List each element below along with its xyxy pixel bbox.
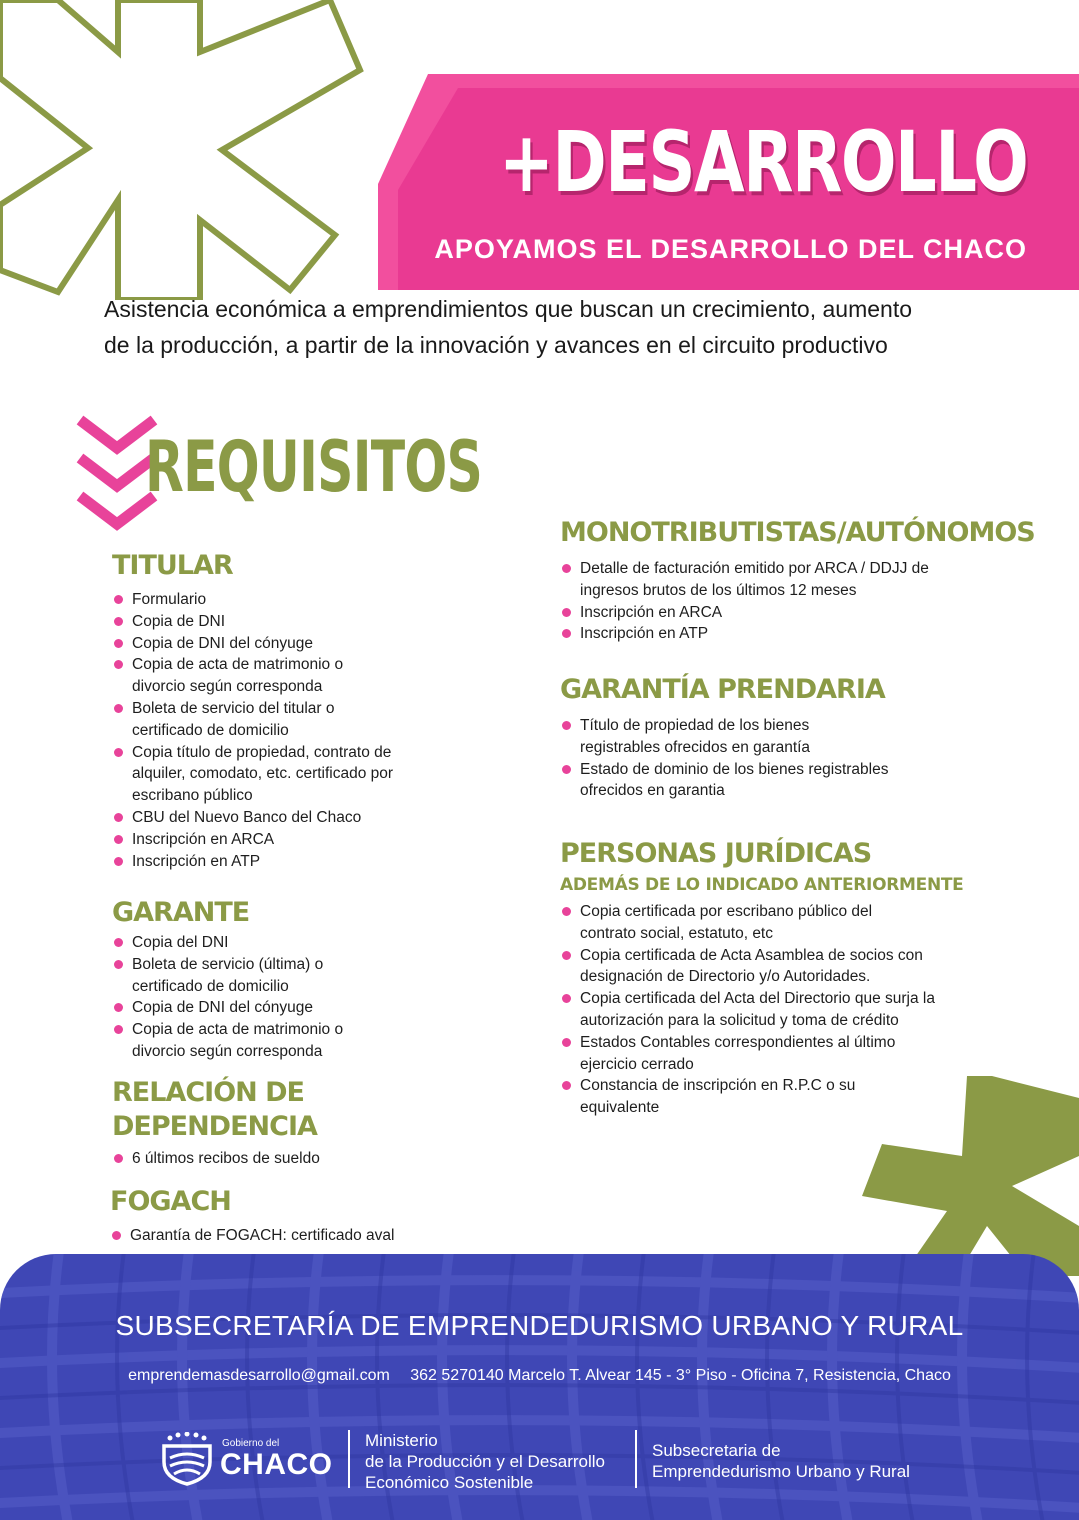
list-item: Copia del DNI [112,932,442,954]
list-item: Formulario [112,589,462,611]
section-garante [112,896,442,1063]
list-item: Inscripción en ATP [560,623,1030,645]
list-item: 6 últimos recibos de sueldo [112,1148,442,1170]
list-item: Boleta de servicio (última) o certificado de domicilio [112,954,372,998]
email-link[interactable]: emprendemasdesarrollo@gmail.com [128,1367,390,1384]
section-title: GARANTÍA PRENDARIA [560,674,885,705]
section-title: TITULAR [112,550,233,581]
section-titular [112,549,462,872]
list-item: Copia de acta de matrimonio o divorcio según corresponda [112,654,397,698]
fogach-list [110,1225,450,1247]
subsecretaria-line: Emprendedurismo Urbano y Rural [652,1462,910,1481]
footer-contact [0,1367,1079,1385]
logo-small-text: Gobierno del [222,1438,280,1449]
garantia-prendaria-list [560,715,980,802]
chaco-emblem-icon [160,1432,214,1486]
section-title: GARANTE [112,897,250,928]
list-item: Copia certificada de Acta Asamblea de socios con designación de Directorio y/o Autoridades. [560,945,960,989]
section-title: PERSONAS JURÍDICAS [560,838,872,869]
garante-list [112,932,442,1063]
list-item: Garantía de FOGACH: certificado aval [110,1225,450,1247]
section-relacion-dependencia [112,1076,442,1170]
list-item: Inscripción en ARCA [560,602,1030,624]
brand-title: +DESARROLLO [498,113,1027,211]
footer-divider [348,1430,350,1488]
relacion-list [112,1148,442,1170]
subsecretaria-line: Subsecretaria de [652,1441,781,1460]
footer [0,1254,1079,1520]
solid-asterisk-decoration [862,1076,1079,1276]
list-item: Inscripción en ARCA [112,829,462,851]
list-item: Copia certificada del Acta del Directorio que surja la autorización para la solicitud y toma de crédito [560,988,960,1032]
list-item: Inscripción en ATP [112,851,462,873]
list-item: Título de propiedad de los bienes registrables ofrecidos en garantía [560,715,840,759]
section-subtitle: ADEMÁS DE LO INDICADO ANTERIORMENTE [560,875,964,895]
footer-divider [635,1430,637,1488]
section-fogach [110,1185,450,1247]
brand-subtitle: APOYAMOS EL DESARROLLO DEL CHACO [434,234,1027,264]
ministry-text [365,1430,605,1493]
section-title: RELACIÓN DE DEPENDENCIA [112,1077,317,1142]
titular-list [112,589,462,872]
subsecretaria-text [652,1440,910,1482]
list-item: Copia título de propiedad, contrato de alquiler, comodato, etc. certificado por escribano público [112,742,442,807]
section-monotributistas [560,516,1035,645]
monotributistas-list [560,558,1030,645]
list-item: CBU del Nuevo Banco del Chaco [112,807,462,829]
list-item: Copia certificada por escribano público del contrato social, estatuto, etc [560,901,905,945]
list-item: Estado de dominio de los bienes registrables ofrecidos en garantia [560,759,905,803]
ministry-line: de la Producción y el Desarrollo [365,1452,606,1471]
list-item: Copia de acta de matrimonio o divorcio según corresponda [112,1019,397,1063]
outline-asterisk-decoration [0,0,380,300]
section-garantia-prendaria [560,673,980,802]
list-item: Copia de DNI del cónyuge [112,997,442,1019]
contact-info: 362 5270140 Marcelo T. Alvear 145 - 3° Piso - Oficina 7, Resistencia, Chaco [410,1367,951,1384]
gobierno-chaco-logo [160,1430,340,1490]
section-title: FOGACH [110,1186,231,1217]
list-item: Boleta de servicio del titular o certificado de domicilio [112,698,397,742]
list-item: Estados Contables correspondientes al último ejercicio cerrado [560,1032,920,1076]
footer-title: SUBSECRETARÍA DE EMPRENDEDURISMO URBANO Y RURAL [115,1310,964,1341]
list-item: Copia de DNI [112,611,462,633]
list-item: Constancia de inscripción en R.P.C o su equivalente [560,1075,880,1119]
intro-paragraph: Asistencia económica a emprendimientos que buscan un crecimiento, aumento de la producción, a partir de la innovación y avances en el circuito productivo [104,296,912,358]
list-item: Detalle de facturación emitido por ARCA / DDJJ de ingresos brutos de los últimos 12 meses [560,558,960,602]
section-title: MONOTRIBUTISTAS/AUTÓNOMOS [560,517,1035,548]
requisitos-heading: REQUISITOS [145,426,483,508]
list-item: Copia de DNI del cónyuge [112,633,462,655]
ministry-line: Ministerio [365,1431,438,1450]
ministry-line: Económico Sostenible [365,1473,534,1492]
logo-big-text: CHACO [220,1448,333,1481]
